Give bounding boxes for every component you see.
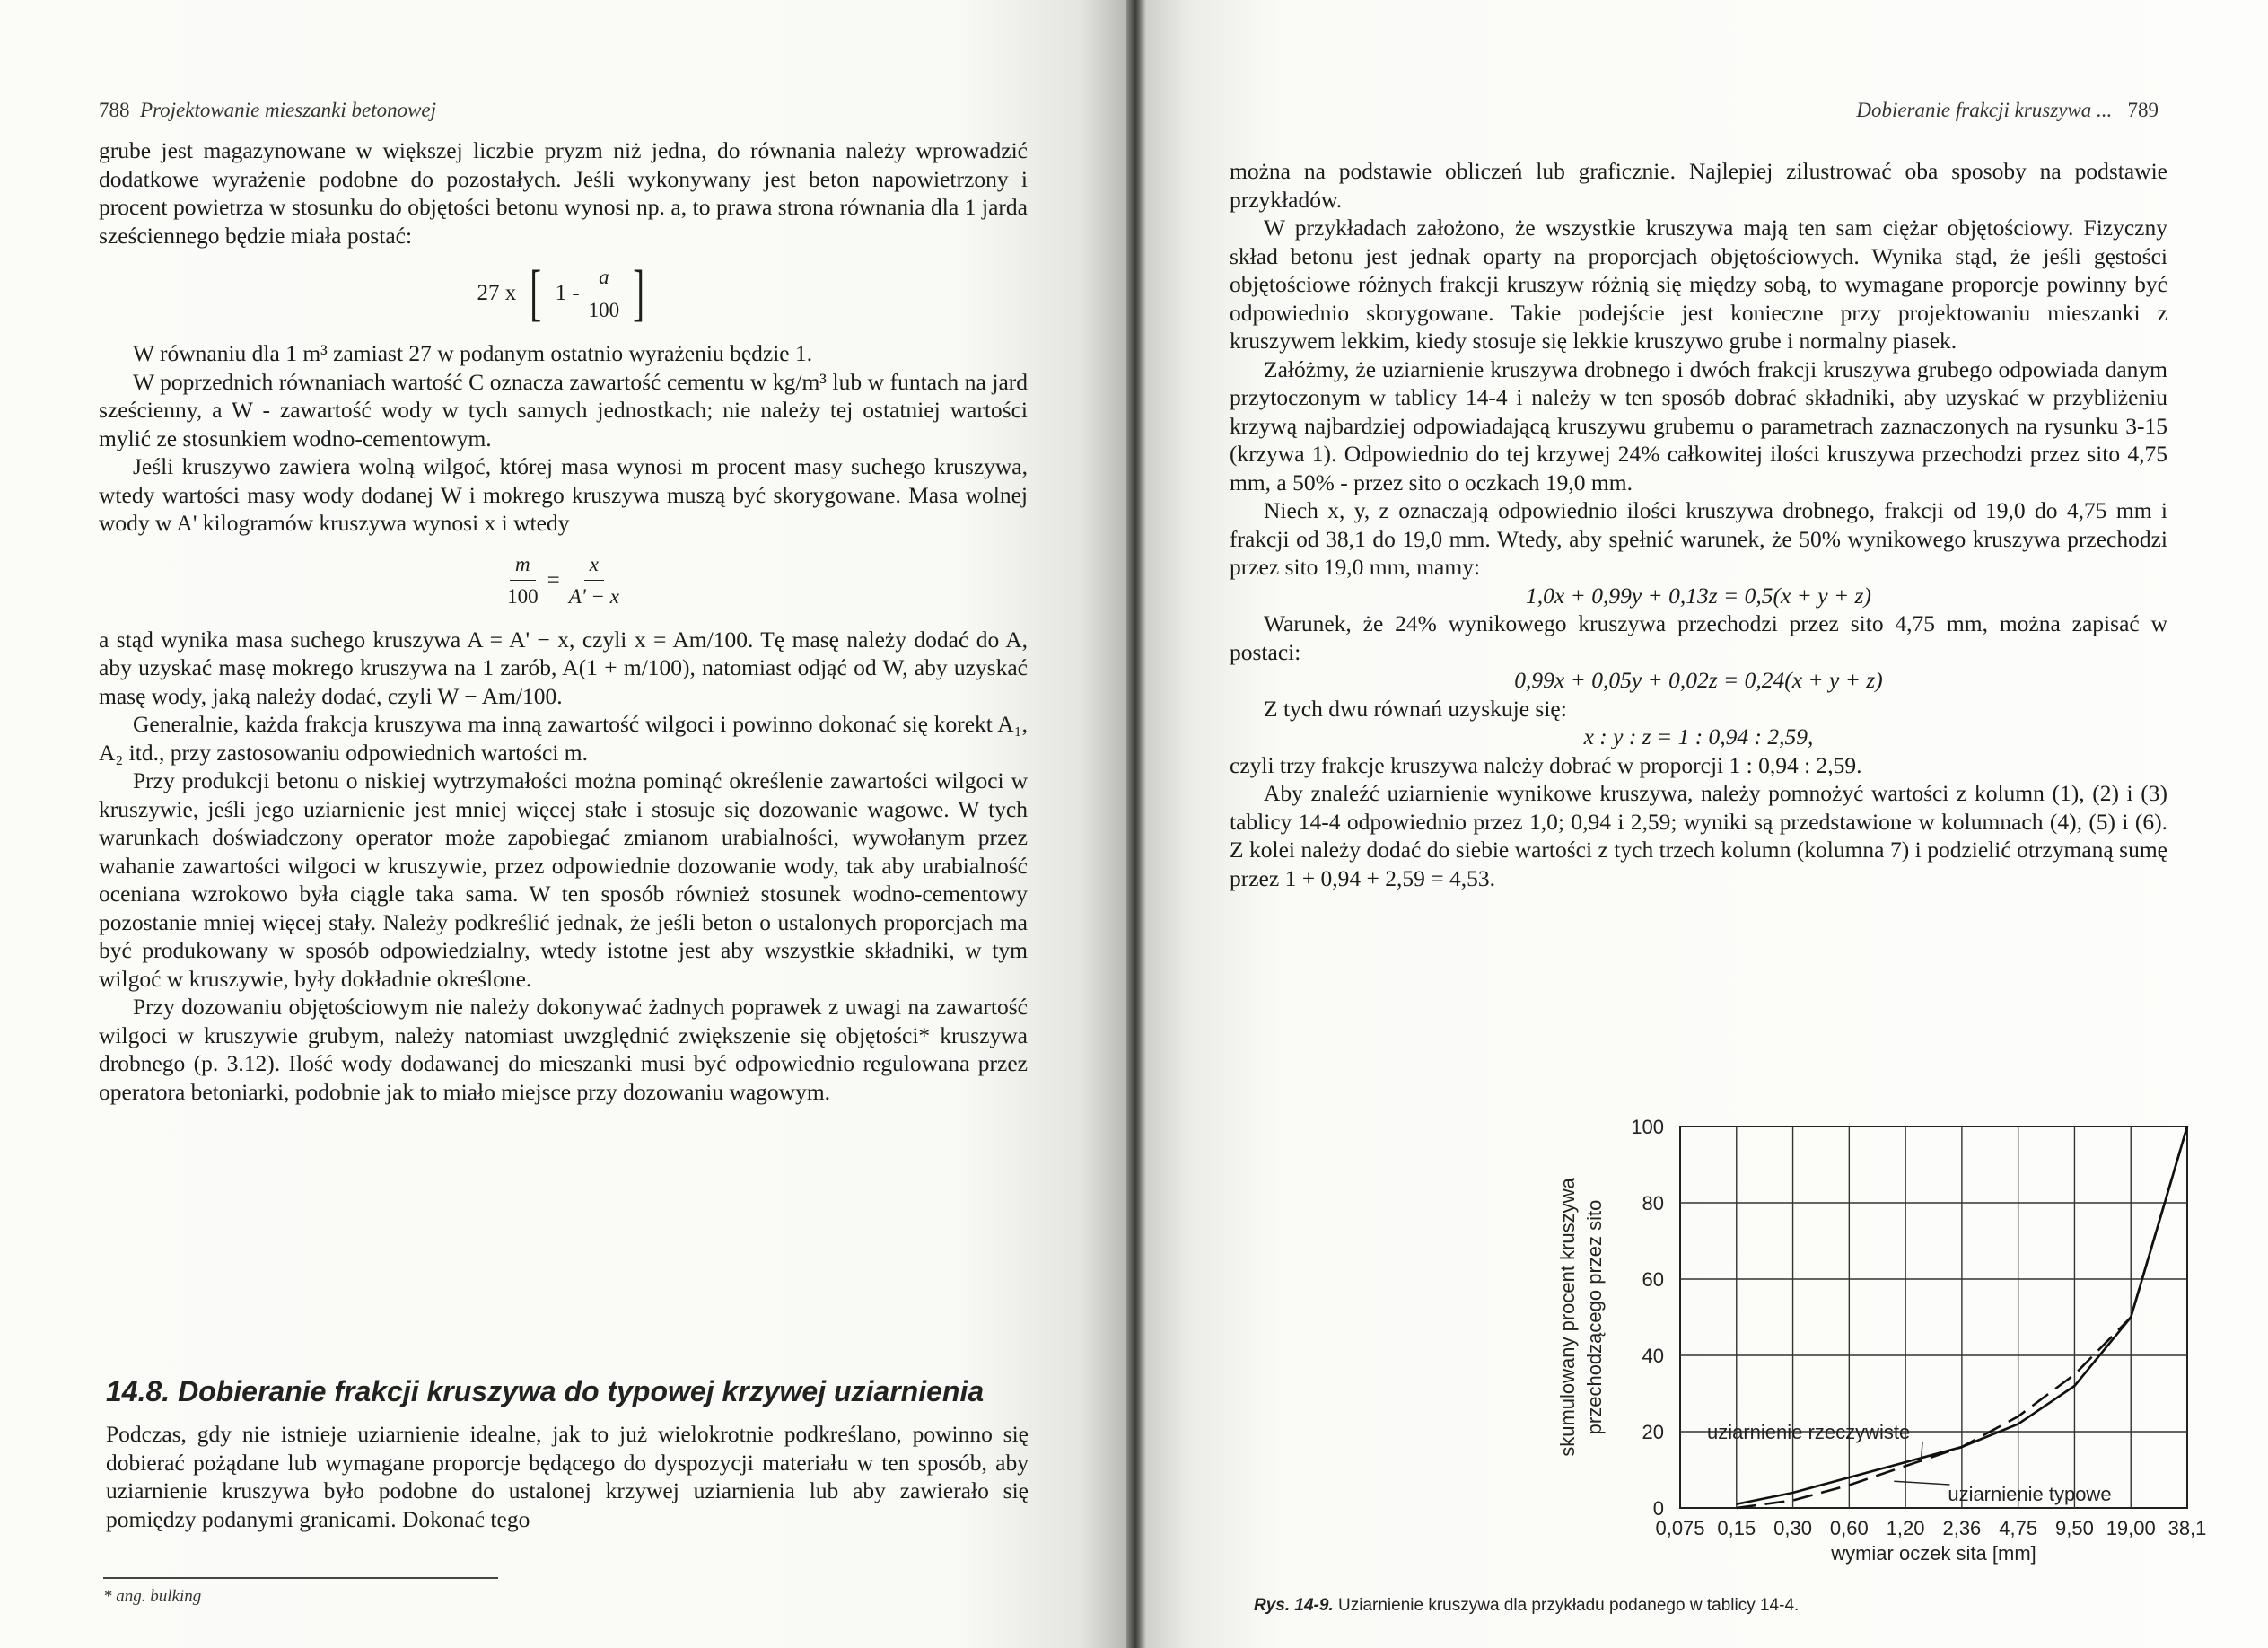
y-tick-label: 100 [1631,1116,1664,1138]
formula-term: 1 - [555,281,580,306]
book-gutter [1126,0,1146,1648]
left-running-head [99,99,436,122]
y-tick-label: 0 [1652,1497,1664,1520]
section-paragraph: Podczas, gdy nie istnieje uziarnienie idealne, jak to już wielokrotnie podkreślano, powinno się dobierać pożądane lub wymagane proporcje będącego do dyspozycji materiału w ten sposób, aby uziarnienie kruszywa było podobne do ustalonej krzywej uziarnienia lub aby zawierało się pomiędzy podanymi granicami. Dokonać tego [106,1421,1029,1532]
paragraph: czyli trzy frakcje kruszywa należy dobrać w proporcji 1 : 0,94 : 2,59. [1230,751,1862,778]
x-tick-label: 2,36 [1942,1517,1982,1539]
fraction-numerator: m [510,550,536,582]
equals-sign: = [547,567,560,592]
paragraph: Załóżmy, że uziarnienie kruszywa drobnego i dwóch frakcji kruszywa grubego odpowiada danym przytoczonym w tablicy 14-4 i należy w ten sposób dobrać składniki, aby uzyskać w przybliżeniu krzywą najbardziej odpowiadającą kruszywu grubemu o parametrach zaznaczonych na rysunku 3-15 (krzywa 1). Odpowiednio do tej krzywej 24% całkowitej ilości kruszywa przechodzi przez sito 4,75 mm, a 50% - przez sito o oczkach 19,0 mm. [1230,355,2167,495]
left-page-number: 788 [99,99,130,121]
annotation-leader [1894,1481,1949,1485]
x-tick-label: 4,75 [1999,1517,2038,1539]
formula-fraction [589,263,620,324]
right-running-title: Dobieranie frakcji kruszywa ... [1856,99,2113,121]
paragraph: W przykładach założono, że wszystkie kruszywa mają ten sam ciężar objętościowy. Fizyczny skład betonu jest jednak oparty na proporcjach objętościowych. Wynika stąd, że jeśli gęstości objętościowe różnych frakcji kruszyw różnią się między sobą, to wymagane proporcje powinny być odpowiednio skorygowane. Takie podejście jest konieczne przy projektowaniu mieszanki z kruszywem lekkim, kiedy stosuje się lekkie kruszywo grube i normalny piasek. [1230,215,2167,354]
caption-label: Rys. 14-9. [1254,1596,1334,1615]
fraction-numerator: x [584,550,604,582]
formula-term: 27 x [477,281,517,306]
chart-svg [1146,1100,2268,1602]
formula-air-content [99,259,1028,328]
equation: x : y : z = 1 : 0,94 : 2,59, [1583,723,1814,749]
plot-frame [1680,1126,2187,1508]
paragraph: Generalnie, każda frakcja kruszywa ma inną zawartość wilgoci i powinno dokonać się korekt A₁, A₂ itd., przy zastosowaniu odpowiednich wartości m. [99,711,1028,766]
y-axis-label: przechodzącego przez sito [1583,1199,1606,1435]
y-tick-label: 80 [1642,1192,1664,1214]
equation: 1,0x + 0,99y + 0,13z = 0,5(x + y + z) [1526,582,1871,609]
annotation-leader [1921,1442,1922,1462]
figure-caption [1254,1596,1799,1616]
x-tick-label: 1,20 [1886,1517,1925,1539]
equation: 0,99x + 0,05y + 0,02z = 0,24(x + y + z) [1514,667,1883,693]
section-heading: 14.8. Dobieranie frakcji kruszywa do typowej krzywej uziarnienia [106,1375,985,1407]
grading-chart [1146,1100,2268,1602]
x-tick-label: 9,50 [2055,1517,2094,1539]
y-tick-label: 60 [1642,1268,1664,1291]
x-axis-label: wymiar oczek sita [mm] [1831,1542,2036,1565]
paragraph: Jeśli kruszywo zawiera wolną wilgoć, której masa wynosi m procent masy suchego kruszywa, wtedy wartości masy wody dodanej W i mokrego kruszywa muszą być skorygowane. Masa wolnej wody w A' kilogramów kruszywa wynosi x i wtedy [99,453,1028,536]
y-axis-label: skumulowany procent kruszywa [1556,1178,1579,1457]
fraction-denominator: 100 [507,585,539,608]
right-page-number: 789 [2127,99,2159,121]
formula-fraction [569,550,619,611]
left-running-title: Projektowanie mieszanki betonowej [140,99,437,121]
right-running-head [1856,99,2159,122]
footnote: * ang. bulking [103,1587,202,1606]
paragraph: W poprzednich równaniach wartość C oznacza zawartość cementu w kg/m³ lub w funtach na jard sześcienny, a W - zawartość wody w tych samych jednostkach; nie należy tej ostatniej wartości mylić ze stosunkiem wodno-cementowym. [99,368,1028,451]
paragraph: Niech x, y, z oznaczają odpowiednio ilości kruszywa drobnego, frakcji od 19,0 do 4,75 mm i frakcji od 38,1 do 19,0 mm. Wtedy, aby spełnić warunek, że 50% wynikowego kruszywa przechodzi przez sito 19,0 mm, mamy: [1230,497,2167,580]
fraction-denominator: 100 [588,298,620,321]
right-page [1146,0,2268,1648]
x-tick-label: 0,15 [1717,1517,1756,1539]
paragraph: Przy produkcji betonu o niskiej wytrzymałości można pominąć określenie zawartości wilgoci w kruszywie, jeśli jego uziarnienie jest mniej więcej stałe i stosuje się dozowanie wagowe. W tych warunkach doświadczony operator może zapobiegać zmianom urabialności, wywołanym przez wahanie zawartości wilgoci w kruszywie, przez odpowiednie dozowanie wody, tak aby urabialność oceniana wzrokowo była ciągle taka sama. W ten sposób również stosunek wodno-cementowy pozostanie mniej więcej stały. Należy podkreślić jednak, że jeśli beton o ustalonych proporcjach ma być produkowany w sposób odpowiedzialny, wtedy istotne jest aby wszystkie składniki, w tym wilgoć w kruszywie, były dokładnie określone. [99,767,1028,992]
formula-bracket: [ [530,259,542,328]
series-label: uziarnienie typowe [1948,1483,2112,1505]
paragraph: a stąd wynika masa suchego kruszywa A = A' − x, czyli x = Am/100. Tę masę należy dodać do A, aby uzyskać masę mokrego kruszywa na 1 zarób, A(1 + m/100), natomiast odjąć od W, aby uzyskać masę wody, jaką należy dodać, czyli W − Am/100. [99,626,1028,709]
x-tick-label: 19,00 [2106,1517,2156,1539]
paragraph: W równaniu dla 1 m³ zamiast 27 w podanym ostatnio wyrażeniu będzie 1. [133,340,813,366]
x-tick-label: 0,60 [1829,1517,1869,1539]
series-label: uziarnienie rzeczywiste [1707,1421,1911,1443]
formula-bracket: ] [633,259,645,328]
y-tick-label: 40 [1642,1345,1664,1367]
fraction-numerator: a [593,263,615,294]
x-tick-label: 38,1 [2167,1517,2207,1539]
footnote-rule [103,1577,498,1579]
paragraph: Aby znaleźć uziarnienie wynikowe kruszywa, należy pomnożyć wartości z kolumn (1), (2) i (3) tablicy 14-4 odpowiednio przez 1,0; 0,94 i 2,59; wyniki są przedstawione w kolumnach (4), (5) i (6). Z kolei należy dodać do siebie wartości z tych trzech kolumn (kolumna 7) i podzielić otrzymaną sumę przez 1 + 0,94 + 2,59 = 4,53. [1230,780,2167,891]
left-page [0,0,1126,1648]
paragraph: grube jest magazynowane w większej liczbie pryzm niż jedna, do równania należy wprowadzić dodatkowe wyrażenie podobne do pozostałych. Jeśli wykonywany jest beton napowietrzony i procent powietrza w stosunku do objętości betonu wynosi np. a, to prawa strona równania dla 1 jarda sześciennego będzie miała postać: [99,137,1028,249]
x-tick-label: 0,075 [1655,1517,1705,1539]
y-tick-label: 20 [1642,1421,1664,1443]
x-tick-label: 0,30 [1773,1517,1812,1539]
right-body-text [1230,157,2167,892]
paragraph: można na podstawie obliczeń lub graficznie. Najlepiej zilustrować oba sposoby na podstawie przykładów. [1230,158,2167,213]
paragraph: Przy dozowaniu objętościowym nie należy dokonywać żadnych poprawek z uwagi na zawartość wilgoci w kruszywie grubym, należy natomiast uwzględnić zwiększenie się objętości* kruszywa drobnego (p. 3.12). Ilość wody dodawanej do mieszanki musi być odpowiednio regulowana przez operatora betoniarki, podobnie jak to miało miejsce przy dozowaniu wagowym. [99,994,1028,1105]
paragraph: Z tych dwu równań uzyskuje się: [1264,695,1567,722]
formula-fraction [507,550,539,611]
paragraph: Warunek, że 24% wynikowego kruszywa przechodzi przez sito 4,75 mm, można zapisać w postaci: [1230,610,2167,665]
left-body-text [99,136,1028,1106]
formula-moisture [99,550,1028,611]
caption-text: Uziarnienie kruszywa dla przykładu podanego w tablicy 14-4. [1338,1596,1800,1615]
fraction-denominator: A' − x [568,585,619,608]
